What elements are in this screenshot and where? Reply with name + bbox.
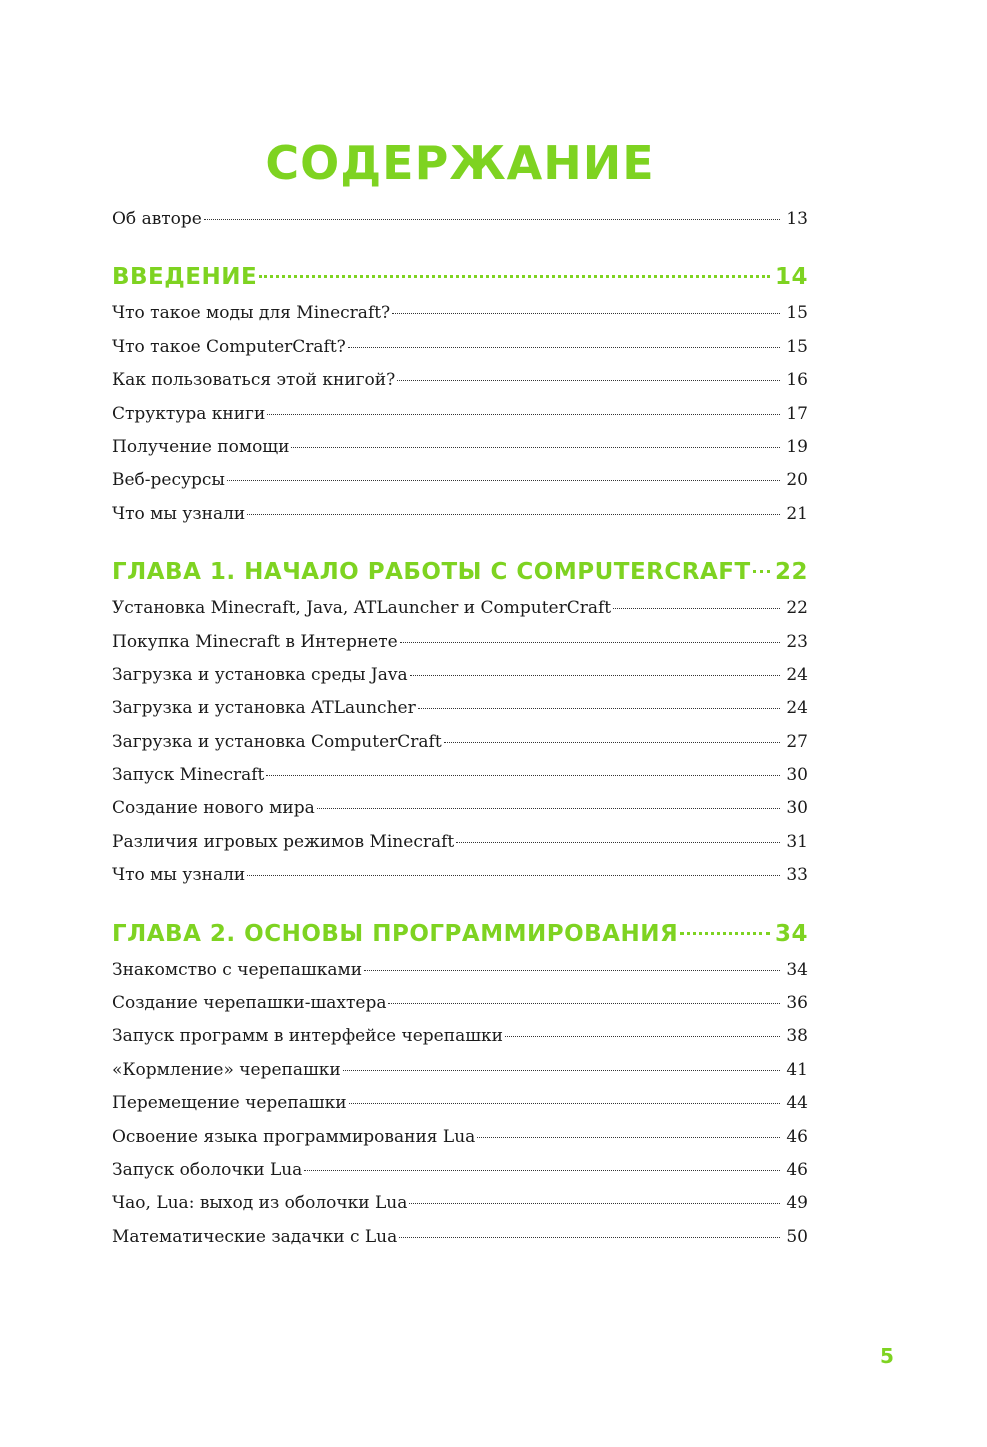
- toc-entry-title: Загрузка и установка ComputerCraft: [112, 731, 442, 752]
- toc-entry[interactable]: [112, 592, 808, 625]
- toc-entry[interactable]: [112, 431, 808, 464]
- dot-leader: [456, 842, 780, 843]
- toc-entry[interactable]: [112, 1020, 808, 1053]
- toc-chapter-entry[interactable]: [112, 552, 808, 592]
- dot-leader: [409, 1203, 780, 1204]
- dot-leader: [397, 380, 780, 381]
- toc-entry[interactable]: [112, 954, 808, 987]
- toc-entry-page: 19: [786, 436, 808, 457]
- toc-entry-title: Чао, Lua: выход из оболочки Lua: [112, 1193, 408, 1214]
- toc-entry-page: 22: [786, 598, 808, 619]
- toc-entry-page: 16: [786, 370, 808, 391]
- dot-leader: [364, 970, 780, 971]
- toc-entry-page: 36: [786, 993, 808, 1014]
- toc-entry-page: 21: [786, 503, 808, 524]
- toc-entry-title: Что такое ComputerCraft?: [112, 336, 346, 357]
- dot-leader: [613, 608, 780, 609]
- toc-entry[interactable]: [112, 331, 808, 364]
- toc-entry-page: 24: [786, 698, 808, 719]
- toc-entry-title: Покупка Minecraft в Интернете: [112, 631, 398, 652]
- toc-entry-page: 33: [786, 865, 808, 886]
- toc-entry-page: 20: [786, 470, 808, 491]
- dot-leader: [505, 1036, 780, 1037]
- toc-entry-title: Математические задачки с Lua: [112, 1226, 398, 1247]
- toc-entry[interactable]: [112, 364, 808, 397]
- table-of-contents: [112, 203, 808, 1254]
- toc-entry-page: 49: [786, 1193, 808, 1214]
- toc-entry-title: Структура книги: [112, 403, 266, 424]
- toc-entry[interactable]: [112, 1087, 808, 1120]
- dot-leader: [291, 447, 780, 448]
- toc-entry-title: Загрузка и установка ATLauncher: [112, 698, 416, 719]
- toc-entry-title: Как пользоваться этой книгой?: [112, 370, 396, 391]
- toc-entry-page: 46: [786, 1126, 808, 1147]
- dot-leader: [259, 275, 770, 278]
- toc-entry-page: 17: [786, 403, 808, 424]
- toc-entry-title: ГЛАВА 1. НАЧАЛО РАБОТЫ С COMPUTERCRAFT: [112, 559, 751, 586]
- toc-entry-page: 41: [786, 1059, 808, 1080]
- toc-entry-page: 30: [786, 798, 808, 819]
- toc-entry-title: «Кормление» черепашки: [112, 1059, 341, 1080]
- toc-entry-title: Знакомство с черепашками: [112, 959, 363, 980]
- toc-entry-page: 15: [786, 303, 808, 324]
- toc-entry[interactable]: [112, 297, 808, 330]
- dot-leader: [388, 1003, 780, 1004]
- dot-leader: [247, 514, 780, 515]
- toc-entry-title: Создание черепашки-шахтера: [112, 993, 387, 1014]
- toc-entry[interactable]: [112, 203, 808, 236]
- toc-entry-page: 34: [786, 959, 808, 980]
- toc-entry-title: Создание нового мира: [112, 798, 315, 819]
- chapter-spacer: [112, 531, 808, 552]
- page-title: СОДЕРЖАНИЕ: [265, 136, 655, 190]
- dot-leader: [304, 1170, 780, 1171]
- dot-leader: [266, 775, 780, 776]
- toc-entry-title: Загрузка и установка среды Java: [112, 664, 408, 685]
- toc-entry-page: 14: [774, 264, 808, 291]
- toc-entry-page: 13: [786, 209, 808, 229]
- toc-entry[interactable]: [112, 759, 808, 792]
- toc-entry-title: Об авторе: [112, 209, 202, 229]
- toc-entry-page: 31: [786, 831, 808, 852]
- dot-leader: [753, 570, 770, 573]
- dot-leader: [317, 808, 780, 809]
- toc-entry[interactable]: [112, 464, 808, 497]
- toc-chapter-entry[interactable]: [112, 257, 808, 297]
- dot-leader: [204, 219, 780, 220]
- toc-entry-page: 22: [774, 559, 808, 586]
- toc-entry-page: 38: [786, 1026, 808, 1047]
- toc-entry-page: 23: [786, 631, 808, 652]
- toc-entry[interactable]: [112, 1121, 808, 1154]
- toc-entry-title: Запуск программ в интерфейсе черепашки: [112, 1026, 503, 1047]
- toc-entry[interactable]: [112, 987, 808, 1020]
- toc-entry-page: 34: [774, 920, 808, 947]
- toc-entry-title: Запуск Minecraft: [112, 765, 265, 786]
- toc-entry-title: Запуск оболочки Lua: [112, 1159, 303, 1180]
- dot-leader: [227, 480, 780, 481]
- toc-entry[interactable]: [112, 1054, 808, 1087]
- toc-entry[interactable]: [112, 859, 808, 892]
- toc-entry-title: Освоение языка программирования Lua: [112, 1126, 476, 1147]
- toc-entry[interactable]: [112, 1187, 808, 1220]
- toc-entry-title: ВВЕДЕНИЕ: [112, 264, 258, 291]
- toc-entry[interactable]: [112, 659, 808, 692]
- toc-entry[interactable]: [112, 1154, 808, 1187]
- dot-leader: [349, 1103, 780, 1104]
- dot-leader: [410, 675, 780, 676]
- toc-entry[interactable]: [112, 726, 808, 759]
- toc-entry-page: 46: [786, 1159, 808, 1180]
- page-number: 5: [880, 1344, 894, 1368]
- dot-leader: [343, 1070, 780, 1071]
- toc-chapter-entry[interactable]: [112, 914, 808, 954]
- toc-entry-page: 15: [786, 336, 808, 357]
- dot-leader: [399, 1237, 780, 1238]
- toc-entry-page: 30: [786, 765, 808, 786]
- toc-entry-title: ГЛАВА 2. ОСНОВЫ ПРОГРАММИРОВАНИЯ: [112, 920, 679, 947]
- dot-leader: [400, 642, 780, 643]
- toc-entry-title: Что мы узнали: [112, 503, 246, 524]
- toc-entry-page: 24: [786, 664, 808, 685]
- toc-entry[interactable]: [112, 692, 808, 725]
- chapter-spacer: [112, 236, 808, 257]
- toc-entry[interactable]: [112, 826, 808, 859]
- toc-entry-title: Получение помощи: [112, 436, 290, 457]
- chapter-spacer: [112, 893, 808, 914]
- toc-entry-page: 50: [786, 1226, 808, 1247]
- toc-entry-title: Веб-ресурсы: [112, 470, 225, 491]
- toc-entry-title: Что мы узнали: [112, 865, 246, 886]
- dot-leader: [348, 347, 780, 348]
- toc-entry-title: Различия игровых режимов Minecraft: [112, 831, 455, 852]
- dot-leader: [418, 708, 780, 709]
- toc-entry[interactable]: [112, 792, 808, 825]
- dot-leader: [267, 414, 780, 415]
- toc-entry[interactable]: [112, 398, 808, 431]
- toc-entry-page: 44: [786, 1093, 808, 1114]
- toc-entry[interactable]: [112, 1221, 808, 1254]
- dot-leader: [444, 742, 780, 743]
- toc-entry[interactable]: [112, 626, 808, 659]
- dot-leader: [680, 932, 770, 935]
- dot-leader: [392, 313, 780, 314]
- dot-leader: [247, 875, 780, 876]
- toc-entry-page: 27: [786, 731, 808, 752]
- toc-entry-title: Что такое моды для Minecraft?: [112, 303, 391, 324]
- toc-entry-title: Перемещение черепашки: [112, 1093, 347, 1114]
- dot-leader: [477, 1137, 780, 1138]
- toc-entry-title: Установка Minecraft, Java, ATLauncher и ComputerCraft: [112, 598, 612, 619]
- toc-entry[interactable]: [112, 498, 808, 531]
